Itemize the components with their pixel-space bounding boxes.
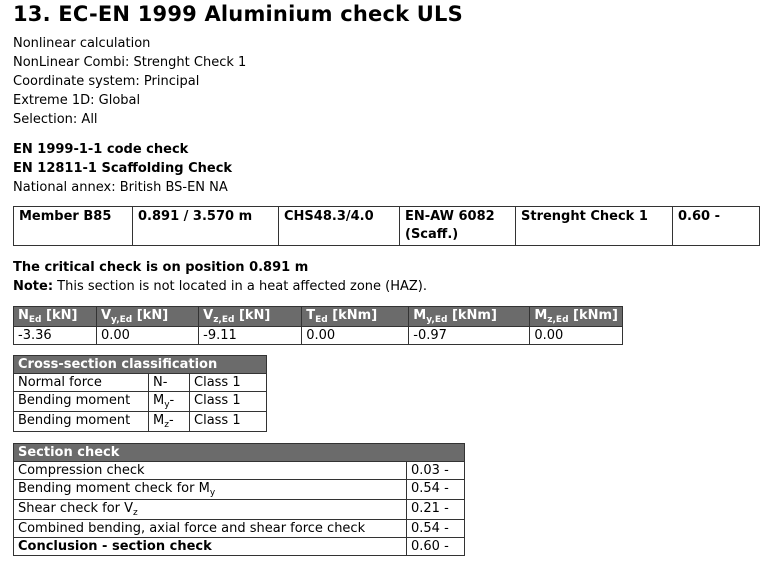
section-check-header: Section check: [14, 444, 465, 462]
internal-forces-table: [13, 306, 623, 345]
code-check-1: EN 1999-1-1 code check: [13, 142, 189, 157]
section-check-value: 0.54 -: [407, 480, 465, 500]
symbol-text: N-: [153, 375, 168, 390]
force-header: [96, 307, 198, 327]
member-unity-value: 0.60 -: [673, 207, 760, 246]
symbol-subscript: y: [164, 400, 170, 410]
force-value: -0.97: [409, 327, 530, 345]
symbol-text: M: [153, 393, 165, 408]
member-check: Strenght Check 1: [516, 207, 673, 246]
force-header: [199, 307, 302, 327]
table-header-row: [14, 356, 267, 374]
table-row: [14, 500, 465, 520]
classification-class: Class 1: [190, 392, 267, 412]
force-subscript: Ed: [315, 315, 328, 325]
force-header: [302, 307, 409, 327]
classification-label: Bending moment: [14, 412, 149, 432]
force-subscript: y,Ed: [111, 315, 133, 325]
table-row: [14, 538, 465, 556]
section-check-value: 0.60 -: [407, 538, 465, 556]
member-position: 0.891 / 3.570 m: [133, 207, 279, 246]
force-symbol: V: [203, 308, 214, 323]
classification-class: Class 1: [190, 374, 267, 392]
critical-check: The critical check is on position 0.891 m: [13, 260, 309, 275]
classification-symbol: [149, 374, 190, 392]
note-label: Note:: [13, 279, 54, 294]
force-symbol: M: [413, 308, 427, 323]
code-check-2: EN 12811-1 Scaffolding Check: [13, 161, 233, 176]
force-value: 0.00: [302, 327, 409, 345]
classification-symbol: [149, 392, 190, 412]
force-symbol: N: [18, 308, 29, 323]
member-material: EN-AW 6082 (Scaff.): [400, 207, 516, 246]
force-symbol: M: [534, 308, 548, 323]
force-value: -3.36: [14, 327, 97, 345]
member-name: Member B85: [14, 207, 133, 246]
section-check-label: [14, 538, 407, 556]
table-row: [14, 327, 623, 345]
check-label-subscript: z: [133, 508, 138, 518]
section-check-label: [14, 462, 407, 480]
table-row: [14, 520, 465, 538]
check-label-text: Conclusion - section check: [18, 539, 212, 554]
force-value: 0.00: [96, 327, 198, 345]
check-label-text: Shear check for V: [18, 501, 134, 516]
classification-class: Class 1: [190, 412, 267, 432]
section-check-value: 0.03 -: [407, 462, 465, 480]
coordinate-system: Coordinate system: Principal: [13, 74, 200, 89]
table-header-row: [14, 444, 465, 462]
symbol-suffix: -: [169, 393, 175, 408]
force-header: [409, 307, 530, 327]
force-unit: [kN]: [234, 308, 271, 323]
table-header-row: [14, 307, 623, 327]
section-check-value: 0.21 -: [407, 500, 465, 520]
force-unit: [kNm]: [327, 308, 378, 323]
section-check-label: [14, 520, 407, 538]
force-unit: [kN]: [41, 308, 78, 323]
check-label-subscript: y: [209, 488, 216, 498]
haz-note: [13, 277, 427, 296]
report-title: 13. EC-EN 1999 Aluminium check ULS: [13, 2, 463, 26]
section-check-label: [14, 500, 407, 520]
member-summary-table: [13, 206, 760, 246]
symbol-suffix: -: [168, 413, 174, 428]
table-row: [14, 207, 760, 246]
force-unit: [kN]: [132, 308, 169, 323]
check-label-text: Compression check: [18, 463, 145, 478]
selection: Selection: All: [13, 112, 98, 127]
classification-header: Cross-section classification: [14, 356, 267, 374]
classification-label: Bending moment: [14, 392, 149, 412]
national-annex: National annex: British BS-EN NA: [13, 180, 228, 195]
force-value: 0.00: [530, 327, 623, 345]
force-subscript: y,Ed: [426, 315, 448, 325]
force-subscript: z,Ed: [213, 315, 235, 325]
section-check-value: 0.54 -: [407, 520, 465, 538]
check-label-text: Combined bending, axial force and shear force check: [18, 521, 366, 536]
extreme-setting: Extreme 1D: Global: [13, 93, 141, 108]
table-row: [14, 412, 267, 432]
classification-symbol: [149, 412, 190, 432]
force-header: [14, 307, 97, 327]
combination: NonLinear Combi: Strenght Check 1: [13, 55, 247, 70]
section-check-table: [13, 443, 465, 556]
classification-label: Normal force: [14, 374, 149, 392]
member-section: CHS48.3/4.0: [279, 207, 400, 246]
force-unit: [kNm]: [447, 308, 497, 323]
force-subscript: z,Ed: [547, 315, 569, 325]
force-unit: [kNm]: [568, 308, 618, 323]
force-symbol: T: [306, 308, 316, 323]
note-text: This section is not located in a heat affected zone (HAZ).: [53, 279, 427, 294]
table-row: [14, 392, 267, 412]
check-label-text: Bending moment check for M: [18, 481, 210, 496]
table-row: [14, 480, 465, 500]
symbol-subscript: z: [164, 420, 169, 430]
classification-table: [13, 355, 267, 432]
symbol-text: M: [153, 413, 165, 428]
force-value: -9.11: [199, 327, 302, 345]
table-row: [14, 462, 465, 480]
section-check-label: [14, 480, 407, 500]
force-symbol: V: [100, 308, 112, 323]
force-subscript: Ed: [28, 315, 42, 325]
table-row: [14, 374, 267, 392]
calculation-type: Nonlinear calculation: [13, 36, 151, 51]
force-header: [530, 307, 623, 327]
